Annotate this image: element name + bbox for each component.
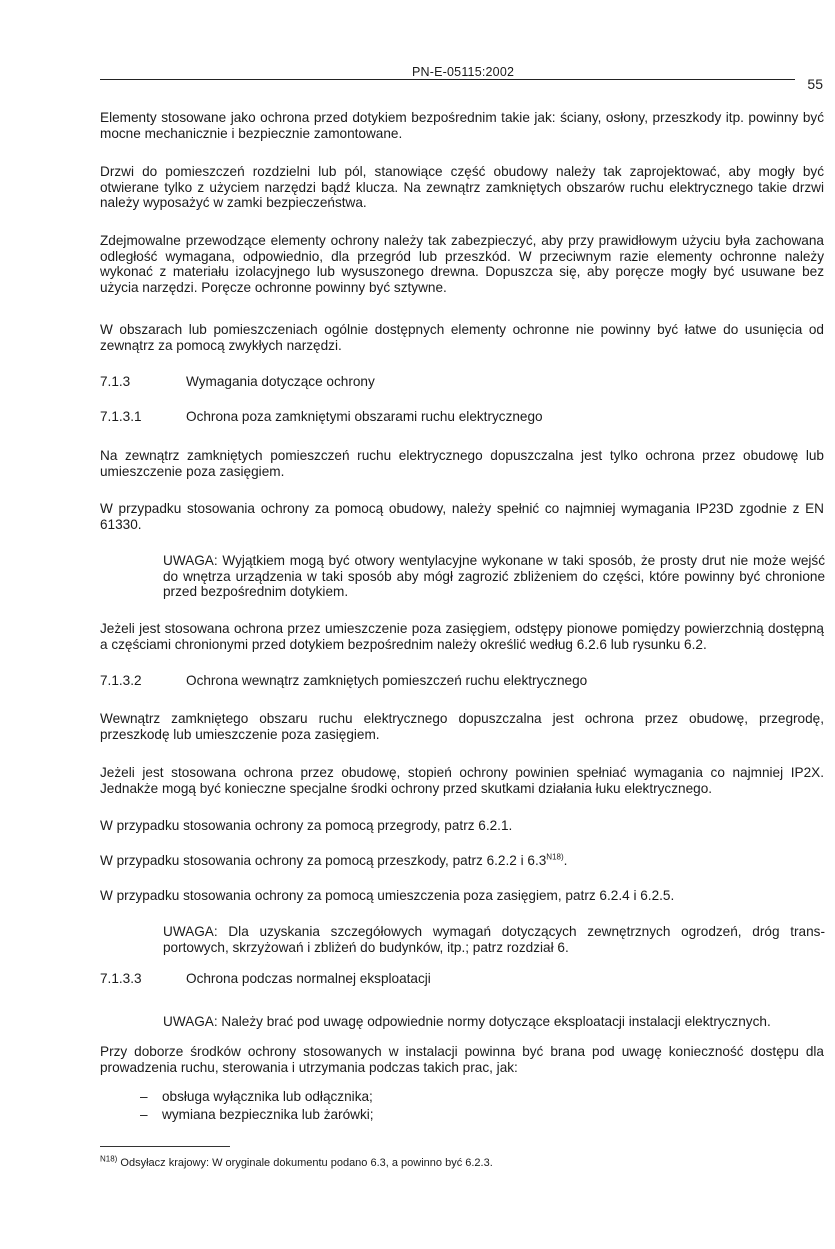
heading-7-1-3-3 <box>100 971 431 987</box>
heading-7-1-3 <box>100 374 375 390</box>
heading-title: Ochrona poza zamkniętymi obszarami ruchu elektrycznego <box>186 409 543 424</box>
heading-7-1-3-2 <box>100 673 587 689</box>
footnote-label: N18) <box>100 1154 118 1164</box>
paragraph-public-areas: W obszarach lub pomieszczeniach ogólnie dostępnych elementy ochronne nie powinny być łatwe do usunięcia od zewnątrz za pomocą zwykłych narzędzi. <box>100 322 824 353</box>
standard-number: PN-E-05115:2002 <box>412 65 515 79</box>
page-number: 55 <box>807 76 823 92</box>
footnote-rule <box>100 1146 230 1147</box>
header-rule <box>100 79 795 80</box>
paragraph-elements-mechanical: Elementy stosowane jako ochrona przed dotykiem bezpośrednim takie jak: ściany, osłony, przeszkody itp. powinny być mocne mechanicznie i bezpiecznie zamontowane. <box>100 110 824 141</box>
heading-title: Ochrona podczas normalnej eksploatacji <box>186 971 431 986</box>
note-operation-standards: UWAGA: Należy brać pod uwagę odpowiednie normy dotyczące eksploatacji instalacji elektrycznych. <box>163 1014 771 1029</box>
list-dash: – <box>140 1107 148 1122</box>
paragraph-removable-elements: Zdejmowalne przewodzące elementy ochrony należy tak zabezpieczyć, aby przy prawidłowym użyciu była zachowana odległość wymagana, odpowiednio, dla przegród lub przeszkód. W przeciwnym razie elementy ochronne należy wykonać z materiału izolacyjnego lub wysuszonego drewna. Dopuszcza się, aby poręcze mogły być usuwane bez użycia narzędzi. Poręcze ochronne powinny być sztywne. <box>100 233 824 295</box>
paragraph-out-of-reach: Jeżeli jest stosowana ochrona przez umieszczenie poza zasięgiem, odstępy pionowe pomiędzy powierzchnią dostępną a częściami chronionymi przed dotykiem bezpośrednim należy określić według 6.2.6 lub rysunku 6.2. <box>100 621 824 652</box>
paragraph-switchgear-doors: Drzwi do pomieszczeń rozdzielni lub pól, stanowiące część obudowy należy tak zaprojektować, aby mogły być otwierane tylko z użyciem narzędzi bądź klucza. Na zewnątrz zamkniętych obszarów ruchu elektrycznego takie drzwi należy wyposażyć w zamki bezpieczeństwa. <box>100 164 824 210</box>
list-dash: – <box>140 1089 148 1104</box>
footnote-reference: N18) <box>546 852 564 862</box>
list-item-text: wymiana bezpiecznika lub żarówki; <box>162 1107 374 1122</box>
heading-title: Wymagania dotyczące ochrony <box>186 374 375 389</box>
heading-number: 7.1.3.3 <box>100 971 142 986</box>
footnote-text: Odsyłacz krajowy: W oryginale dokumentu podano 6.3, a powinno być 6.2.3. <box>120 1157 493 1169</box>
heading-7-1-3-1 <box>100 409 543 425</box>
page-header <box>100 62 823 92</box>
footnote <box>100 1156 493 1170</box>
list-item <box>140 1088 374 1106</box>
paragraph-obstacle: W przypadku stosowania ochrony za pomocą przeszkody, patrz 6.2.2 i $6.3^{N18)}$. <box>100 852 568 868</box>
paragraph-access-requirements: Przy doborze środków ochrony stosowanych w instalacji powinna być brana pod uwagę konieczność dostępu dla prowadzenia ruchu, sterowania i utrzymania podczas takich prac, jak: <box>100 1044 824 1075</box>
paragraph-inside-areas: Wewnątrz zamkniętego obszaru ruchu elektrycznego dopuszczalna jest ochrona przez obudowę, przegrodę, przeszkodę lub umieszczenie poza zasięgiem. <box>100 711 824 742</box>
paragraph-enclosure-ip23d: W przypadku stosowania ochrony za pomocą obudowy, należy spełnić co najmniej wymagania IP23D zgodnie z EN 61330. <box>100 501 824 532</box>
paragraph-obstacle-text: W przypadku stosowania ochrony za pomocą przeszkody, patrz 6.2.2 i 6.3 <box>100 853 547 868</box>
heading-number: 7.1.3 <box>100 374 131 389</box>
list-item-text: obsługa wyłącznika lub odłącznika; <box>162 1089 373 1104</box>
note-ventilation-openings: UWAGA: Wyjątkiem mogą być otwory wentylacyjne wykonane w taki sposób, że prosty drut nie może wejść do wnętrza urządzenia w taki sposób aby mógł zagrozić zbliżeniem do części, które powinny być chronione przed bezpośrednim dotykiem. <box>163 553 825 599</box>
note-external-fences: UWAGA: Dla uzyskania szczegółowych wymagań dotyczących zewnętrznych ogrodzeń, dróg trans-portowych, skrzyżowań i zbliżeń do budynków, itp.; patrz rozdział 6. <box>163 924 825 955</box>
paragraph-ip2x: Jeżeli jest stosowana ochrona przez obudowę, stopień ochrony powinien spełniać wymagania co najmniej IP2X. Jednakże mogą być konieczne specjalne środki ochrony przed skutkami działania łuku elektrycznego. <box>100 765 824 796</box>
paragraph-outside-areas: Na zewnątrz zamkniętych pomieszczeń ruchu elektrycznego dopuszczalna jest tylko ochrona przez obudowę lub umieszczenie poza zasięgiem. <box>100 448 824 479</box>
heading-number: 7.1.3.1 <box>100 409 142 424</box>
operations-list <box>140 1088 374 1124</box>
list-item <box>140 1106 374 1124</box>
heading-number: 7.1.3.2 <box>100 673 142 688</box>
paragraph-barrier: W przypadku stosowania ochrony za pomocą przegrody, patrz 6.2.1. <box>100 818 513 833</box>
paragraph-placing-out-of-reach: W przypadku stosowania ochrony za pomocą umieszczenia poza zasięgiem, patrz 6.2.4 i 6.2.5. <box>100 888 675 903</box>
heading-title: Ochrona wewnątrz zamkniętych pomieszczeń ruchu elektrycznego <box>186 673 588 688</box>
